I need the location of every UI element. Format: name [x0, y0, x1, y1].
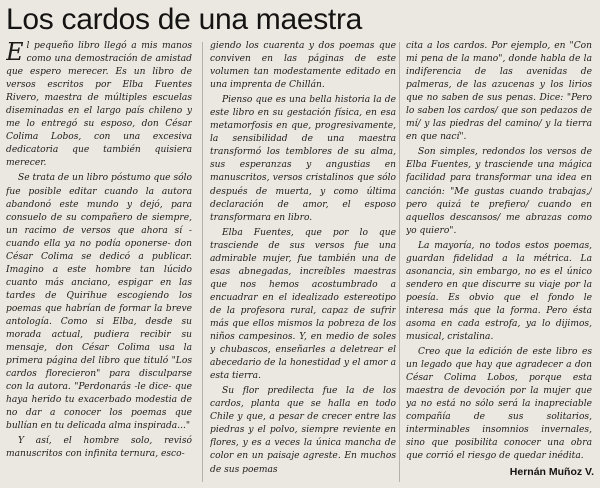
- author-signature: Hernán Muñoz V.: [509, 466, 594, 478]
- article-column-1: [6, 40, 192, 486]
- paragraph: cita a los cardos. Por ejemplo, en "Con mi pena de la mano", donde habla de la indiferencia de las avenidas de palmeras, de las azucenas y los lirios que no saben de sus penas. Dice: "Pero lo saben los cardos/ que son pedazos de mí/ y las piedras del camino/ y la tierra en que nací".: [406, 41, 592, 143]
- article-title: Los cardos de una maestra: [6, 3, 363, 36]
- paragraph: Su flor predilecta fue la de los cardos, planta que se halla en todo Chile y que, a pesar de crecer entre las piedras y el polvo, siempre reviente en flores, y es a veces la única mancha de color en un paisaje agreste. En muchos de sus poemas: [210, 386, 396, 475]
- paragraph: Pienso que es una bella historia la de este libro en su gestación física, en esa metamorfosis en que, progresivamente, la sensibilidad de una maestra transformó los temblores de su alma, sus esperanzas y angustias en manuscritos, versos cristalinos que sólo después de muerta, y como última declaración de amor, el esposo transformara en libro.: [210, 95, 396, 223]
- paragraph: giendo los cuarenta y dos poemas que conviven en las páginas de este volumen tan modestamente editado en una imprenta de Chillán.: [210, 41, 396, 91]
- article-column-2: [210, 40, 396, 486]
- article-column-3: [406, 40, 592, 460]
- paragraph: Creo que la edición de este libro es un legado que hay que agradecer a don César Colima Lobos, porque esta maestra de devoción por la mujer que ya no está no sólo será la inapreciable compañía de sus solitarios, interminables insomnios invernales, sino que posibilita conocer una obra que corrió el riesgo de quedar inédita.: [406, 347, 592, 460]
- paragraph: Son simples, redondos los versos de Elba Fuentes, y trasciende una mágica facilidad para transformar una idea en canción: "Me gustas cuando trabajas,/ pero quizá te prefiero/ cuando en aquellos descansos/ me abrazas como yo quiero".: [406, 147, 592, 236]
- paragraph: El pequeño libro llegó a mis manos como una demostración de amistad que espero merecer. Es un libro de versos escritos por Elba Fuentes Rivero, maestra de múltiples escuelas diseminadas en el largo país chileno y me lo entregó su esposo, don César Colima Lobos, con una excesiva dedicatoria que también quisiera merecer.: [6, 40, 192, 169]
- drop-cap: E: [6, 40, 24, 66]
- paragraph: Elba Fuentes, que por lo que trasciende de sus versos fue una admirable mujer, fue también una de esas abnegadas, increíbles maestras que nos hemos acostumbrado a encuadrar en el idealizado estereotipo de la profesora rural, capaz de sufrir más que ellos mismos la pobreza de los niños campesinos. Y, en medio de soles y chubascos, enseñarles a deletrear el abecedario de la honestidad y el amor a esta tierra.: [210, 227, 396, 382]
- column-divider: [399, 42, 400, 482]
- paragraph: Y así, el hombre solo, revisó manuscritos con infinita ternura, esco-: [6, 436, 192, 460]
- column-divider: [202, 42, 203, 482]
- paragraph: Se trata de un libro póstumo que sólo fue posible editar cuando la autora abandonó este mundo y dejó, para consuelo de su compañero de siempre, un racimo de versos que ahora sí -cuando ella ya no podía oponerse- don César Colima se dedicó a publicar. Imagino a este hombre tan lúcido cuanto más anciano, espigar en las tardes de Quirihue escogiendo los poemas que habrían de formar la breve antología. Como si Elba, desde su morada actual, pudiera recibir su mensaje, don César Colima usa la primera página del libro que tituló "Los cardos florecieron" para disculparse con la autora. "Perdonarás -le dice- que haya herido tu exacerbado modestia de no dar a conocer los poemas que bullían en tu delicada alma inspirada...": [6, 173, 192, 432]
- paragraph: La mayoría, no todos estos poemas, guardan fidelidad a la métrica. La asonancia, sin embargo, no es el único sendero en que discurre su viaje por la poesía. Es obvio que el fondo le interesa más que la forma. Pero ésta asoma en cada estrofa, ya lo dijimos, musical, cristalina.: [406, 240, 592, 343]
